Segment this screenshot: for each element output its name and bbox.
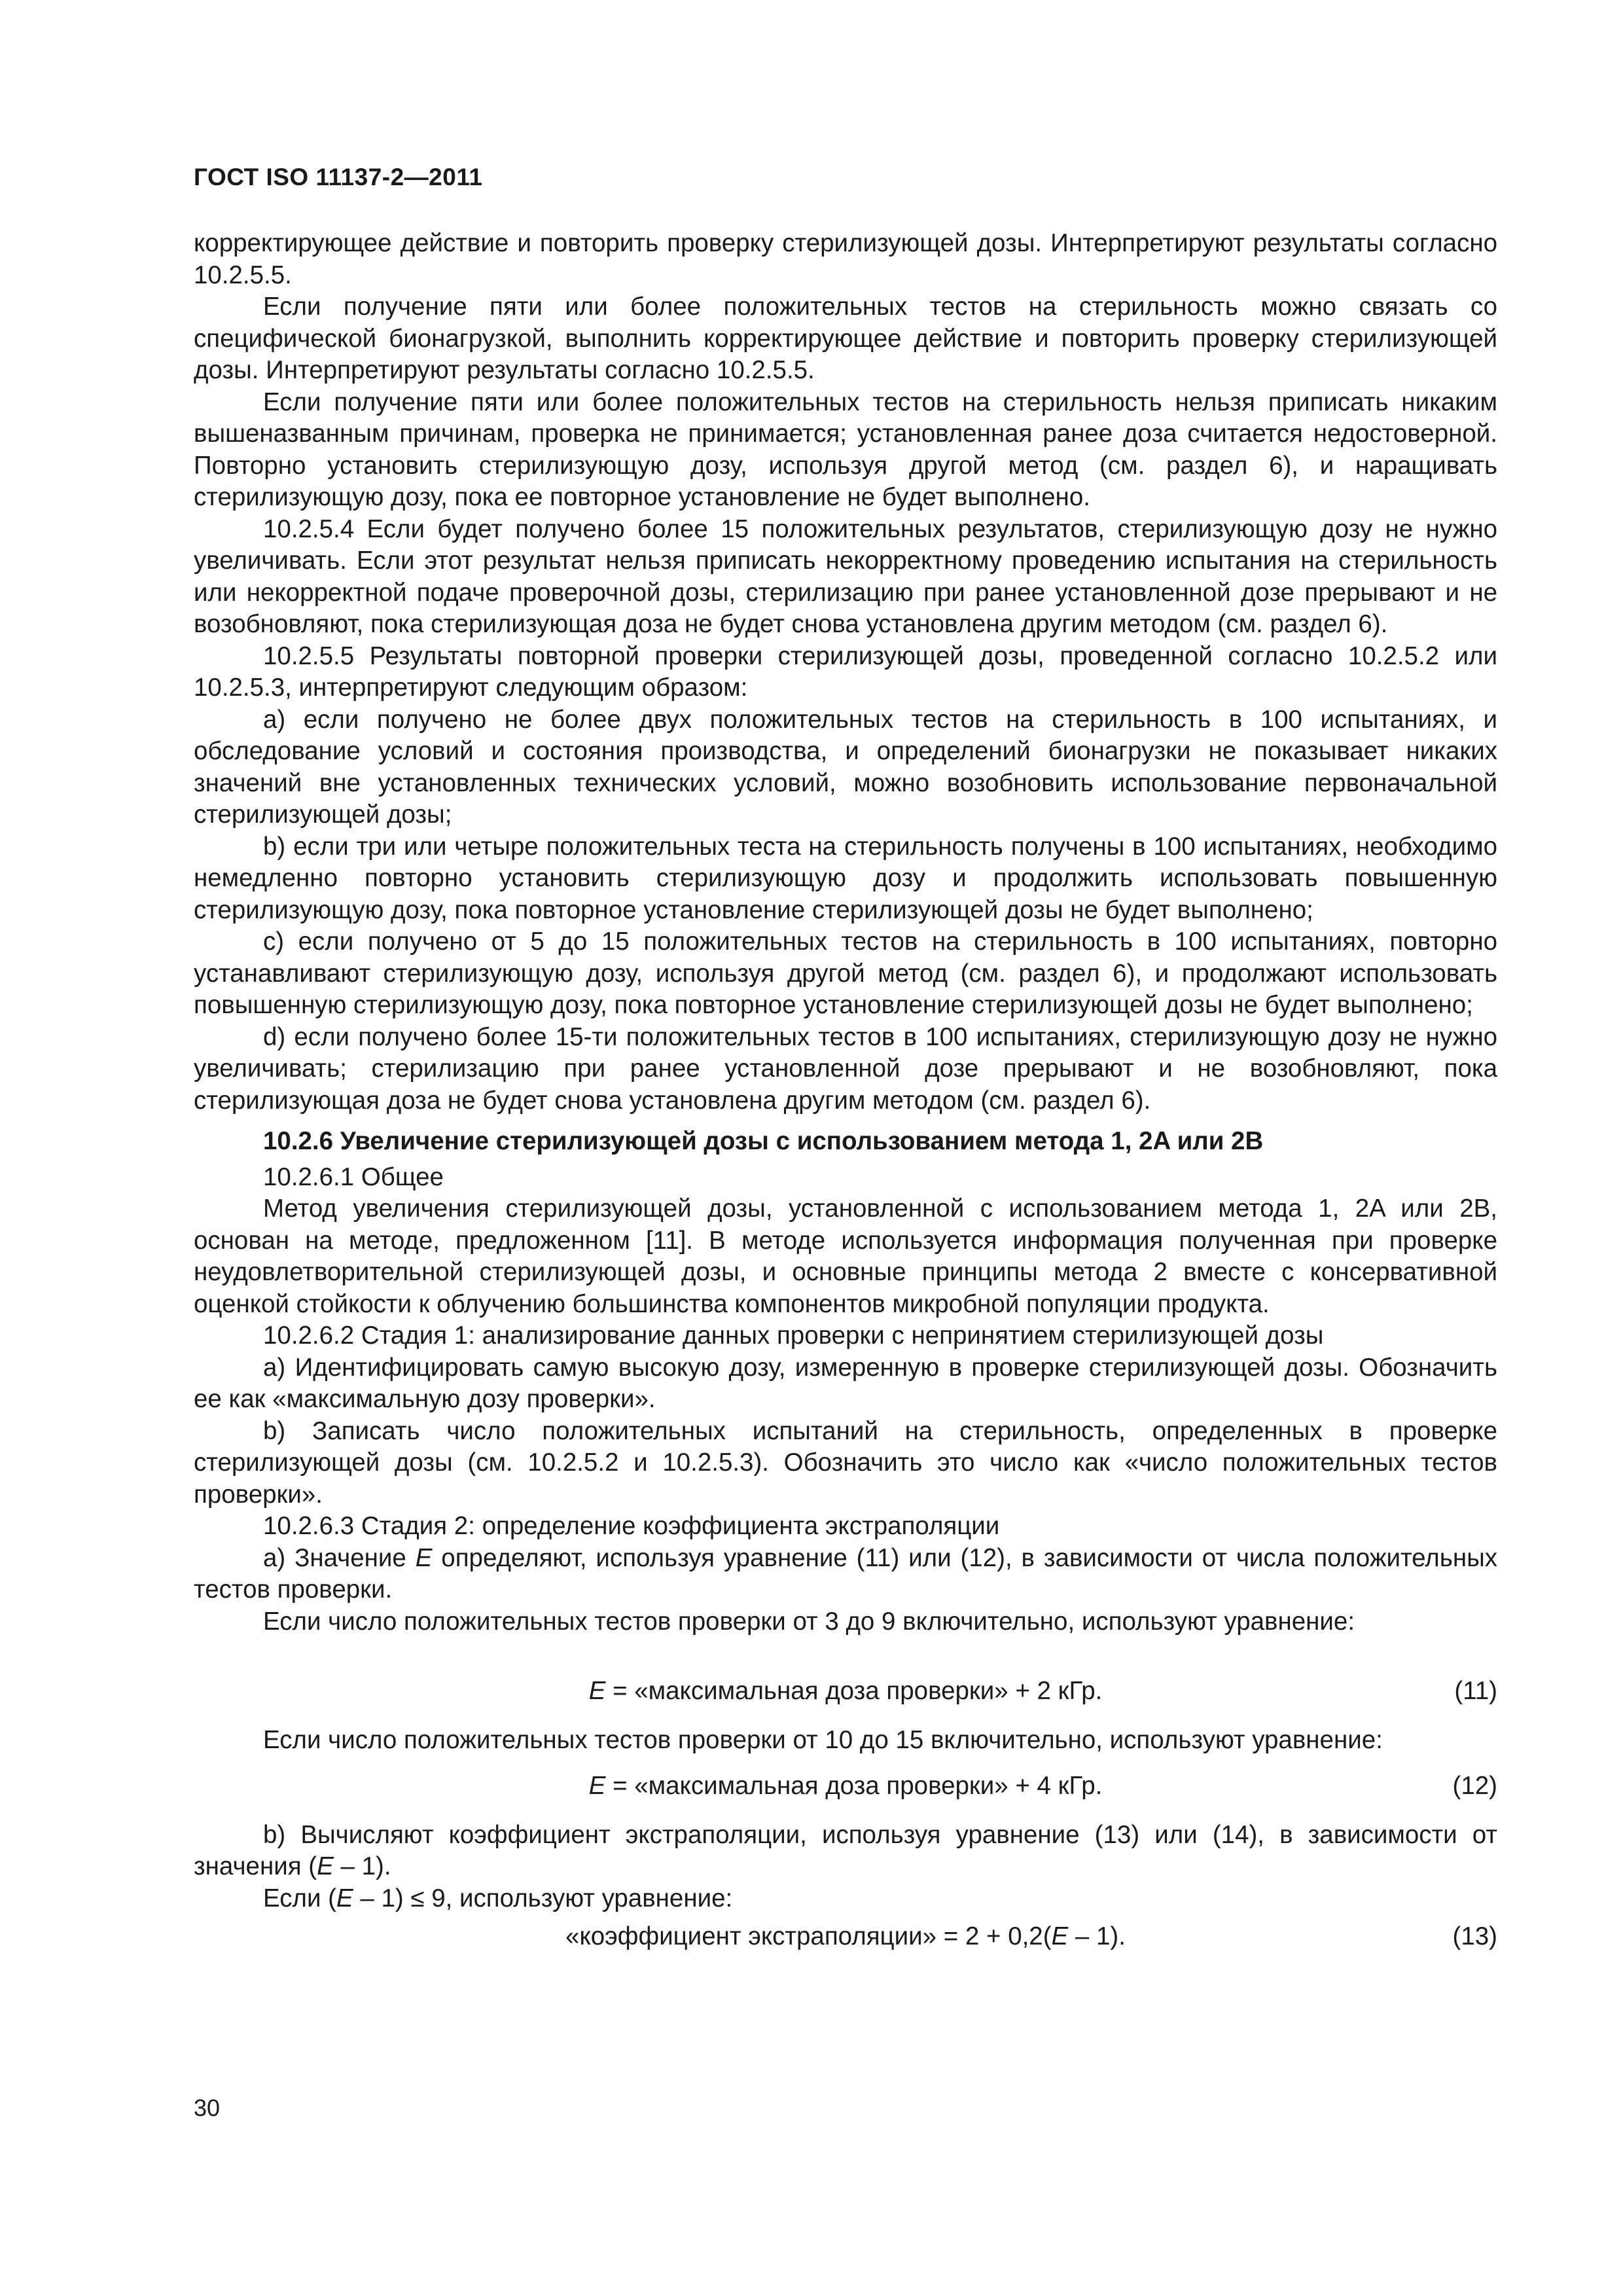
text-fragment: a) Значение bbox=[263, 1543, 416, 1572]
paragraph bbox=[194, 1883, 1497, 1915]
text-fragment: – 1). bbox=[333, 1852, 391, 1880]
list-item bbox=[194, 1820, 1497, 1883]
equation-text: – 1). bbox=[1068, 1922, 1126, 1950]
equation-text: «коэффициент экстраполяции» = 2 + 0,2( bbox=[565, 1922, 1052, 1950]
paragraph: Если число положительных тестов проверки от 10 до 15 включительно, используют уравнение: bbox=[263, 1725, 1383, 1754]
list-item: b) если три или четыре положительных теста на стерильность получены в 100 испытаниях, необходимо немедленно повторно установить стерилизующую дозу и продолжить использовать повышенную стерилизующую дозу, пока повторное установление стерилизующей дозы не будет выполнено; bbox=[194, 832, 1497, 924]
paragraph: корректирующее действие и повторить проверку стерилизующей дозы. Интерпретируют результаты согласно 10.2.5.5. bbox=[194, 229, 1497, 289]
paragraph: Если получение пяти или более положительных тестов на стерильность можно связать со специфической бионагрузкой, выполнить корректирующее действие и повторить проверку стерилизующей дозы. Интерпретируют результаты согласно 10.2.5.5. bbox=[194, 293, 1497, 384]
equation-number: (12) bbox=[1452, 1772, 1497, 1800]
equation-12 bbox=[194, 1770, 1497, 1803]
text-fragment: – 1) ≤ 9, используют уравнение: bbox=[353, 1884, 733, 1912]
equation-11 bbox=[194, 1676, 1497, 1708]
list-item: a) если получено не более двух положительных тестов на стерильность в 100 испытаниях, и обследование условий и состояния производства, и определений бионагрузки не показывает никаких значений вне установленных технических условий, можно возобновить использование первоначальной стерилизующей дозы; bbox=[194, 705, 1497, 829]
equation-number: (13) bbox=[1452, 1922, 1497, 1950]
paragraph: 10.2.5.5 Результаты повторной проверки стерилизующей дозы, проведенной согласно 10.2.5.2 или 10.2.5.3, интерпретируют следующим образом: bbox=[194, 641, 1497, 702]
equation-13 bbox=[194, 1921, 1497, 1953]
list-item: b) Записать число положительных испытаний на стерильность, определенных в проверке стерилизующей дозы (см. 10.2.5.2 и 10.2.5.3). Обозначить это число как «число положительных тестов проверки». bbox=[194, 1416, 1497, 1509]
variable-e: E bbox=[415, 1543, 433, 1572]
equation-body bbox=[194, 1676, 1497, 1708]
page-number: 30 bbox=[194, 2094, 221, 2121]
document-body bbox=[194, 228, 1497, 1953]
paragraph: 10.2.5.4 Если будет получено более 15 положительных результатов, стерилизующую дозу не нужно увеличивать. Если этот результат нельзя приписать некорректному проведению испытания на стерильность или некорректной подаче проверочной дозы, стерилизацию при ранее установленной дозе прерывают и не возобновляют, пока стерилизующая доза не будет снова установлена другим методом (см. раздел 6). bbox=[194, 514, 1497, 638]
subsection-heading: 10.2.6.2 Стадия 1: анализирование данных проверки с непринятием стерилизующей дозы bbox=[263, 1321, 1324, 1350]
list-item: a) Идентифицировать самую высокую дозу, измеренную в проверке стерилизующей дозы. Обозначить ее как «максимальную дозу проверки». bbox=[194, 1353, 1497, 1413]
equation-number: (11) bbox=[1454, 1677, 1497, 1705]
text-fragment: Если ( bbox=[263, 1884, 336, 1912]
subsection-heading: 10.2.6.1 Общее bbox=[263, 1162, 444, 1191]
variable-e: E bbox=[1051, 1922, 1069, 1950]
equation-body bbox=[194, 1770, 1497, 1803]
equation-text: = «максимальная доза проверки» + 2 кГр. bbox=[605, 1677, 1103, 1705]
variable-e: E bbox=[336, 1884, 353, 1912]
paragraph: Если получение пяти или более положительных тестов на стерильность нельзя приписать никаким вышеназванным причинам, проверка не принимается; установленная ранее доза считается недостоверной. Повторно установить стерилизующую дозу, используя другой метод (см. раздел 6), и наращивать стерилизующую дозу, пока ее повторное установление не будет выполнено. bbox=[194, 387, 1497, 511]
list-item bbox=[194, 1543, 1497, 1606]
paragraph: Метод увеличения стерилизующей дозы, установленной с использованием метода 1, 2A или 2B, основан на методе, предложенном [11]. В методе используется информация полученная при проверке неудовлетворительной стерилизующей дозы, и основные принципы метода 2 вместе с консервативной оценкой стойкости к облучению большинства компонентов микробной популяции продукта. bbox=[194, 1194, 1497, 1318]
variable-e: E bbox=[588, 1772, 606, 1800]
list-item: d) если получено более 15-ти положительных тестов в 100 испытаниях, стерилизующую дозу не нужно увеличивать; стерилизацию при ранее установленной дозе прерывают и не возобновляют, пока стерилизующая доза не будет снова установлена другим методом (см. раздел 6). bbox=[194, 1022, 1497, 1115]
section-heading: 10.2.6 Увеличение стерилизующей дозы с использованием метода 1, 2A или 2B bbox=[263, 1127, 1264, 1155]
variable-e: E bbox=[588, 1677, 606, 1705]
subsection-heading: 10.2.6.3 Стадия 2: определение коэффициента экстраполяции bbox=[263, 1512, 1000, 1540]
variable-e: E bbox=[317, 1852, 334, 1880]
document-header: ГОСТ ISO 11137-2—2011 bbox=[194, 164, 483, 190]
paragraph: Если число положительных тестов проверки от 3 до 9 включительно, используют уравнение: bbox=[263, 1607, 1355, 1636]
list-item: c) если получено от 5 до 15 положительных тестов на стерильность в 100 испытаниях, повторно устанавливают стерилизующую дозу, используя другой метод (см. раздел 6), и продолжают использовать повышенную стерилизующую дозу, пока повторное установление стерилизующей дозы не будет выполнено; bbox=[194, 927, 1497, 1019]
equation-body bbox=[194, 1921, 1497, 1953]
text-fragment: b) Вычисляют коэффициент экстраполяции, используя уравнение (13) или (14), в зависимости от значения ( bbox=[194, 1820, 1497, 1880]
equation-text: = «максимальная доза проверки» + 4 кГр. bbox=[605, 1772, 1103, 1800]
text-fragment: определяют, используя уравнение (11) или (12), в зависимости от числа положительных тестов проверки. bbox=[194, 1543, 1498, 1604]
